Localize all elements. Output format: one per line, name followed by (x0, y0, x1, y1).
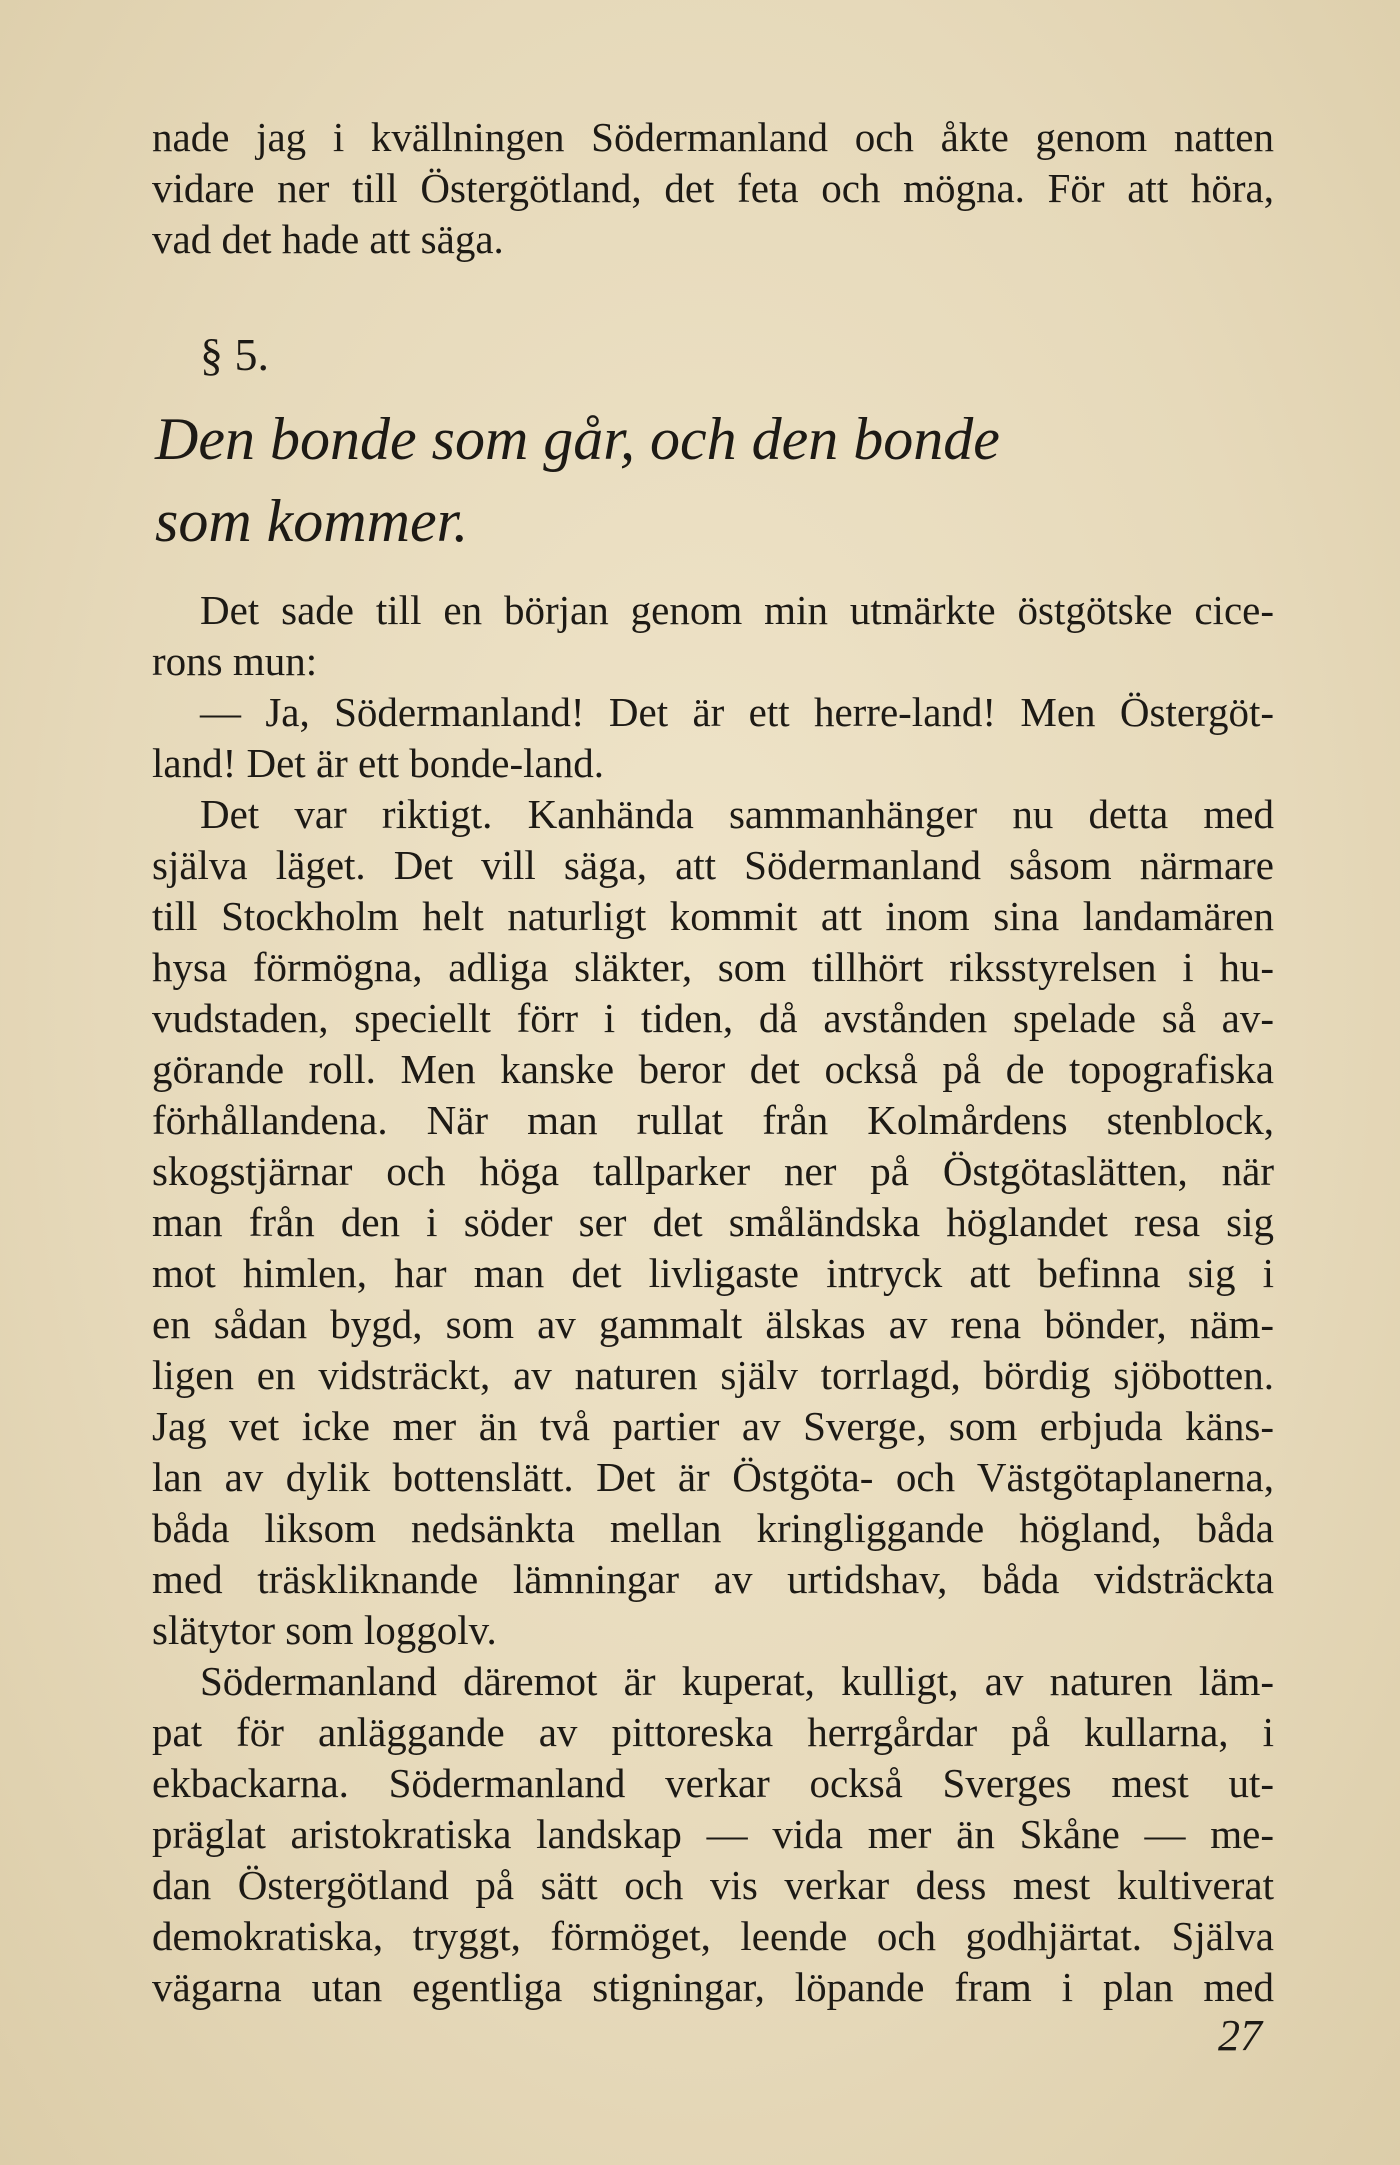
text-line: präglat aristokratiska landskap — vida mer än Skåne — me- (152, 1811, 1274, 1857)
text-line: mot himlen, har man det livligaste intryck att befinna sig i (152, 1250, 1274, 1296)
text-line: man från den i söder ser det småländska höglandet resa sig (152, 1199, 1274, 1245)
text-line: — Ja, Södermanland! Det är ett herre-land! Men Östergöt- (200, 689, 1274, 735)
text-line: pat för anläggande av pittoreska herrgårdar på kullarna, i (152, 1709, 1274, 1755)
text-line: land! Det är ett bonde-land. (152, 740, 604, 786)
text-line: demokratiska, tryggt, förmöget, leende och godhjärtat. Själva (152, 1913, 1274, 1959)
text-line: skogstjärnar och höga tallparker ner på Östgötaslätten, när (152, 1148, 1274, 1194)
text-line: dan Östergötland på sätt och vis verkar dess mest kultiverat (152, 1862, 1274, 1908)
text-line: båda liksom nedsänkta mellan kringliggande högland, båda (152, 1505, 1274, 1551)
text-line: ekbackarna. Södermanland verkar också Sverges mest ut- (152, 1760, 1274, 1806)
section-number: § 5. (200, 329, 269, 380)
text-line: förhållandena. När man rullat från Kolmårdens stenblock, (152, 1097, 1274, 1143)
text-line: slätytor som loggolv. (152, 1607, 497, 1653)
text-line: vidare ner till Östergötland, det feta och mögna. För att höra, (152, 165, 1274, 211)
text-line: rons mun: (152, 638, 318, 684)
page-number: 27 (1218, 2011, 1262, 2060)
heading-line: som kommer. (155, 488, 469, 554)
text-line: Det sade till en början genom min utmärkte östgötske cice- (200, 587, 1274, 633)
text-line: till Stockholm helt naturligt kommit att inom sina landamären (152, 893, 1274, 939)
text-line: hysa förmögna, adliga släkter, som tillhört riksstyrelsen i hu- (152, 944, 1274, 990)
text-line: lan av dylik bottenslätt. Det är Östgöta- och Västgötaplanerna, (152, 1454, 1274, 1500)
section-heading (155, 398, 1155, 562)
text-line: görande roll. Men kanske beror det också på de topografiska (152, 1046, 1274, 1092)
text-line: själva läget. Det vill säga, att Södermanland såsom närmare (152, 842, 1274, 888)
text-line: Jag vet icke mer än två partier av Sverge, som erbjuda käns- (152, 1403, 1274, 1449)
text-line: vudstaden, speciellt förr i tiden, då avstånden spelade så av- (152, 995, 1274, 1041)
text-line: Det var riktigt. Kanhända sammanhänger nu detta med (200, 791, 1274, 837)
text-line: vad det hade att säga. (152, 216, 504, 262)
heading-line: Den bonde som går, och den bonde (155, 406, 1000, 472)
body-text (152, 585, 1274, 2013)
text-line: nade jag i kvällningen Södermanland och åkte genom natten (152, 114, 1274, 160)
intro-paragraph (152, 112, 1274, 265)
text-line: vägarna utan egentliga stigningar, löpande fram i plan med (152, 1964, 1274, 2010)
text-line: en sådan bygd, som av gammalt älskas av rena bönder, näm- (152, 1301, 1274, 1347)
text-line: Södermanland däremot är kuperat, kulligt, av naturen läm- (200, 1658, 1274, 1704)
text-line: med träskliknande lämningar av urtidshav, båda vidsträckta (152, 1556, 1274, 1602)
text-line: ligen en vidsträckt, av naturen själv torrlagd, bördig sjöbotten. (152, 1352, 1274, 1398)
